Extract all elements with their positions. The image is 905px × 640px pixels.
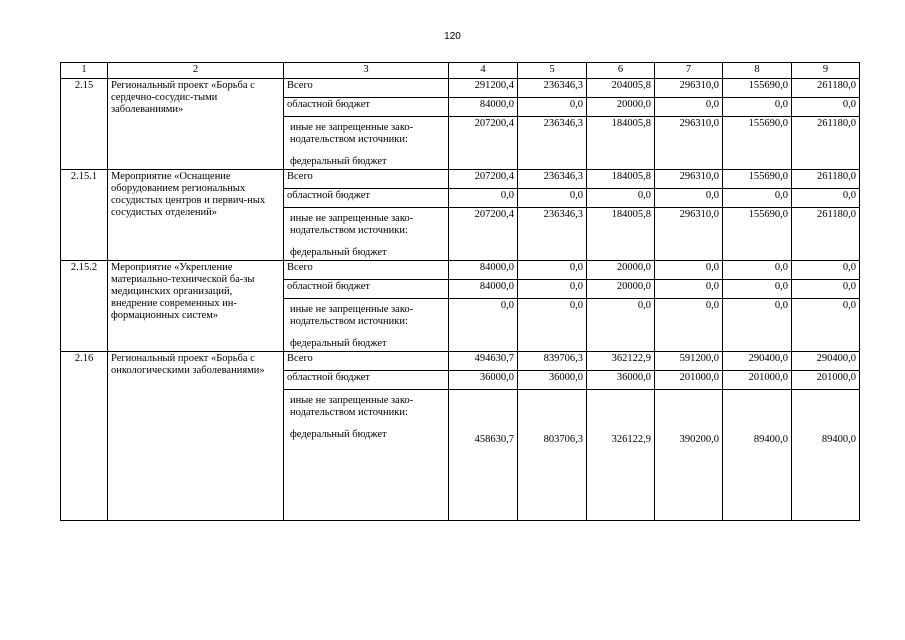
value-cell: 89400,0 <box>723 390 792 521</box>
table-row <box>61 352 860 371</box>
value-cell: 0,0 <box>723 299 792 352</box>
value-cell: 207200,4 <box>449 170 518 189</box>
section-name: Мероприятие «Оснащение оборудованием региональных сосудистых центров и первич-ных сосудистых отделений» <box>108 170 284 261</box>
section-code: 2.15.2 <box>61 261 108 352</box>
value-cell: 296310,0 <box>655 208 723 261</box>
value-cell: 204005,8 <box>587 79 655 98</box>
value-cell: 0,0 <box>723 261 792 280</box>
value-cell: 458630,7 <box>449 390 518 521</box>
value-cell: 184005,8 <box>587 208 655 261</box>
value-cell: 236346,3 <box>518 79 587 98</box>
value-cell: 20000,0 <box>587 280 655 299</box>
other-sources-label: иные не запрещенные зако-нодательством источники: <box>290 395 414 418</box>
value-cell: 839706,3 <box>518 352 587 371</box>
header-cell: 5 <box>518 63 587 79</box>
value-cell: 36000,0 <box>518 371 587 390</box>
value-cell: 326122,9 <box>587 390 655 521</box>
federal-budget-label: федеральный бюджет <box>290 156 387 167</box>
table-row <box>61 170 860 189</box>
header-cell: 2 <box>108 63 284 79</box>
header-cell: 7 <box>655 63 723 79</box>
value-cell: 36000,0 <box>449 371 518 390</box>
header-cell: 1 <box>61 63 108 79</box>
page-number: 120 <box>444 31 461 42</box>
value-cell: 0,0 <box>587 299 655 352</box>
source-label: областной бюджет <box>284 98 449 117</box>
federal-budget-label: федеральный бюджет <box>290 429 387 440</box>
value-cell: 0,0 <box>655 189 723 208</box>
source-label: Всего <box>284 170 449 189</box>
value-cell: 0,0 <box>723 280 792 299</box>
value-cell: 591200,0 <box>655 352 723 371</box>
value-cell: 0,0 <box>518 299 587 352</box>
value-cell: 155690,0 <box>723 117 792 170</box>
value-cell: 201000,0 <box>792 371 860 390</box>
other-sources-label: иные не запрещенные зако-нодательством источники: <box>290 122 414 145</box>
value-cell: 207200,4 <box>449 117 518 170</box>
other-sources-label: иные не запрещенные зако-нодательством источники: <box>290 213 414 236</box>
value-cell: 0,0 <box>655 98 723 117</box>
value-cell: 261180,0 <box>792 208 860 261</box>
value-cell: 296310,0 <box>655 170 723 189</box>
value-cell: 20000,0 <box>587 261 655 280</box>
value-cell: 36000,0 <box>587 371 655 390</box>
value-cell: 0,0 <box>792 280 860 299</box>
value-cell: 0,0 <box>518 280 587 299</box>
value-cell: 89400,0 <box>792 390 860 521</box>
value-cell: 155690,0 <box>723 208 792 261</box>
value-cell: 0,0 <box>792 189 860 208</box>
source-label: областной бюджет <box>284 189 449 208</box>
value-cell: 0,0 <box>655 299 723 352</box>
source-label: областной бюджет <box>284 280 449 299</box>
value-cell: 155690,0 <box>723 79 792 98</box>
budget-table <box>60 62 860 521</box>
source-label: Всего <box>284 261 449 280</box>
source-label: Всего <box>284 352 449 371</box>
source-label: Всего <box>284 79 449 98</box>
value-cell: 155690,0 <box>723 170 792 189</box>
value-cell: 0,0 <box>655 280 723 299</box>
value-cell: 390200,0 <box>655 390 723 521</box>
header-cell: 3 <box>284 63 449 79</box>
value-cell: 0,0 <box>518 261 587 280</box>
value-cell: 0,0 <box>587 189 655 208</box>
value-cell: 184005,8 <box>587 170 655 189</box>
section-name: Региональный проект «Борьба с онкологическими заболеваниями» <box>108 352 284 521</box>
value-cell: 0,0 <box>449 189 518 208</box>
value-cell: 291200,4 <box>449 79 518 98</box>
value-cell: 236346,3 <box>518 170 587 189</box>
value-cell: 290400,0 <box>723 352 792 371</box>
source-label-group <box>284 299 449 352</box>
value-cell: 0,0 <box>655 261 723 280</box>
value-cell: 184005,8 <box>587 117 655 170</box>
value-cell: 201000,0 <box>723 371 792 390</box>
table-row <box>61 261 860 280</box>
value-cell: 20000,0 <box>587 98 655 117</box>
source-label-group <box>284 390 449 521</box>
value-cell: 0,0 <box>518 98 587 117</box>
header-cell: 4 <box>449 63 518 79</box>
value-cell: 0,0 <box>723 98 792 117</box>
section-code: 2.15 <box>61 79 108 170</box>
section-name: Региональный проект «Борьба с сердечно-сосудис-тыми заболеваниями» <box>108 79 284 170</box>
other-sources-label: иные не запрещенные зако-нодательством источники: <box>290 304 414 327</box>
source-label-group <box>284 117 449 170</box>
value-cell: 0,0 <box>792 98 860 117</box>
section-code: 2.15.1 <box>61 170 108 261</box>
value-cell: 0,0 <box>792 261 860 280</box>
value-cell: 84000,0 <box>449 98 518 117</box>
value-cell: 296310,0 <box>655 79 723 98</box>
header-row <box>61 63 860 79</box>
value-cell: 261180,0 <box>792 117 860 170</box>
source-label: областной бюджет <box>284 371 449 390</box>
federal-budget-label: федеральный бюджет <box>290 338 387 349</box>
header-cell: 6 <box>587 63 655 79</box>
source-label-group <box>284 208 449 261</box>
value-cell: 84000,0 <box>449 280 518 299</box>
value-cell: 84000,0 <box>449 261 518 280</box>
value-cell: 236346,3 <box>518 117 587 170</box>
value-cell: 0,0 <box>792 299 860 352</box>
table-row <box>61 79 860 98</box>
value-cell: 494630,7 <box>449 352 518 371</box>
value-cell: 201000,0 <box>655 371 723 390</box>
value-cell: 207200,4 <box>449 208 518 261</box>
value-cell: 0,0 <box>449 299 518 352</box>
value-cell: 362122,9 <box>587 352 655 371</box>
section-name: Мероприятие «Укрепление материально-технической ба-зы медицинских организаций, внедрение современных ин-формационных систем» <box>108 261 284 352</box>
value-cell: 296310,0 <box>655 117 723 170</box>
value-cell: 0,0 <box>723 189 792 208</box>
value-cell: 236346,3 <box>518 208 587 261</box>
header-cell: 9 <box>792 63 860 79</box>
value-cell: 0,0 <box>518 189 587 208</box>
value-cell: 261180,0 <box>792 170 860 189</box>
value-cell: 803706,3 <box>518 390 587 521</box>
header-cell: 8 <box>723 63 792 79</box>
federal-budget-label: федеральный бюджет <box>290 247 387 258</box>
section-code: 2.16 <box>61 352 108 521</box>
value-cell: 290400,0 <box>792 352 860 371</box>
value-cell: 261180,0 <box>792 79 860 98</box>
